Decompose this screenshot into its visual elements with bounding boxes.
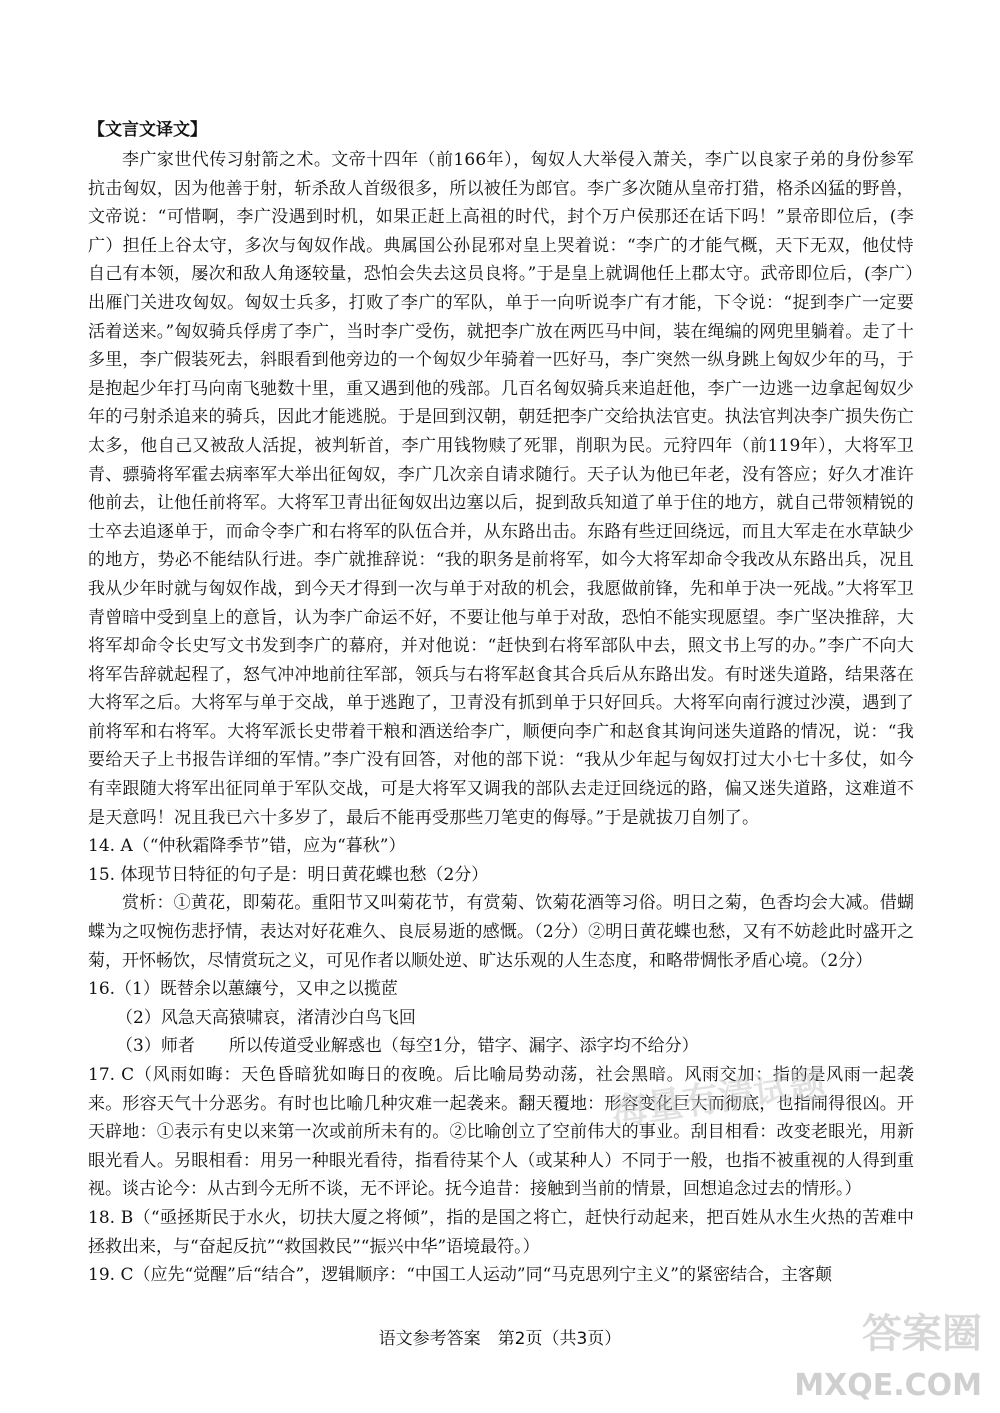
section-title: 【文言文译文】	[88, 120, 207, 140]
answer-15: 15. 体现节日特征的句子是：明日黄花蝶也愁（2分）	[88, 864, 489, 885]
watermark-url: MXQE.COM	[794, 1368, 982, 1403]
watermark-logo: 答案圈	[862, 1311, 982, 1357]
answer-18: 18. B（“亟拯斯民于水火，切扶大厦之将倾”，指的是国之将亡，赶快行动起来，把百姓从水生火热的苦难中拯救出来，与“奋起反抗”“救国救民”“振兴中华”语境最符。）	[88, 1207, 914, 1257]
answer-14: 14. A（“仲秋霜降季节”错，应为“暮秋”）	[88, 836, 406, 857]
answer-17: 17. C（风雨如晦：天色昏暗犹如晦日的夜晚。后比喻局势动荡，社会黑暗。风雨交加：指的是风雨一起袭来。形容天气十分恶劣。有时也比喻几种灾难一起袭来。翻天覆地：形容变化巨大而彻底，也指闹得很凶。开天辟地：①表示有史以来第一次或前所未有的。②比喻创立了空前伟大的事业。刮目相看：改变老眼光，用新眼光看人。另眼相看：用另一种眼光看待，指看待某个人（或某种人）不同于一般，也指不被重视的人得到重视。谈古论今：从古到今无所不谈，无不评论。抚今追昔：接触到当前的情景，回想追念过去的情形。）	[88, 1065, 914, 1200]
answer-16-1: 16.（1）既替余以蕙纕兮，又申之以揽茝	[88, 979, 398, 1000]
watermark-text: 海量有清试题	[608, 1063, 829, 1134]
answer-16-3: （3）师者 所以传道受业解惑也（每空1分，错字、漏字、添字均不给分）	[116, 1036, 699, 1057]
page-footer: 语文参考答案 第2页（共3页）	[378, 1329, 622, 1349]
document-body	[88, 112, 914, 1290]
answer-15-appreciation: 赏析：①黄花，即菊花。重阳节又叫菊花节，有赏菊、饮菊花酒等习俗。明日之菊，色香均会大减。借蝴蝶为之叹惋伤悲抒情，表达对好花难久、良辰易逝的感慨。（2分）②明日黄花蝶也愁，又有不妨趁此时盛开之菊，开怀畅饮，尽情赏玩之义，可见作者以顺处逆、旷达乐观的人生态度，和略带惆怅矛盾心境。（2分）	[88, 893, 914, 971]
answer-19: 19. C（应先“觉醒”后“结合”，逻辑顺序：“中国工人运动”同“马克思列宁主义”的紧密结合，主客颠	[88, 1265, 832, 1286]
translation-paragraph: 李广家世代传习射箭之术。文帝十四年（前166年），匈奴人大举侵入萧关，李广以良家子弟的身份参军抗击匈奴，因为他善于射，斩杀敌人首级很多，所以被任为郎官。李广多次随从皇帝打猎，格杀凶猛的野兽，文帝说：“可惜啊，李广没遇到时机，如果正赶上高祖的时代，封个万户侯那还在话下吗！”景帝即位后，(李广）担任上谷太守，多次与匈奴作战。典属国公孙昆邪对皇上哭着说：“李广的才能气概，天下无双，他仗恃自己有本领，屡次和敌人角逐较量，恐怕会失去这员良将。”于是皇上就调他任上郡太守。武帝即位后，(李广）出雁门关进攻匈奴。匈奴士兵多，打败了李广的军队，单于一向听说李广有才能，下令说：“捉到李广一定要活着送来。”匈奴骑兵俘虏了李广，当时李广受伤，就把李广放在两匹马中间，装在绳编的网兜里躺着。走了十多里，李广假装死去，斜眼看到他旁边的一个匈奴少年骑着一匹好马，李广突然一纵身跳上匈奴少年的马，于是抱起少年打马向南飞驰数十里，重又遇到他的残部。几百名匈奴骑兵来追赶他，李广一边逃一边拿起匈奴少年的弓射杀追来的骑兵，因此才能逃脱。于是回到汉朝，朝廷把李广交给执法官吏。执法官判决李广损失伤亡太多，他自己又被敌人活捉，被判斩首，李广用钱物赎了死罪，削职为民。元狩四年（前119年），大将军卫青、骠骑将军霍去病率军大举出征匈奴，李广几次亲自请求随行。天子认为他已年老，没有答应；好久才准许他前去，让他任前将军。大将军卫青出征匈奴出边塞以后，捉到敌兵知道了单于住的地方，就自己带领精锐的士卒去追逐单于，而命令李广和右将军的队伍合并，从东路出击。东路有些迂回绕远，而且大军走在水草缺少的地方，势必不能结队行进。李广就推辞说：“我的职务是前将军，如今大将军却命令我改从东路出兵，况且我从少年时就与匈奴作战，到今天才得到一次与单于对敌的机会，我愿做前锋，先和单于决一死战。”大将军卫青曾暗中受到皇上的意旨，认为李广命运不好，不要让他与单于对敌，恐怕不能实现愿望。李广坚决推辞，大将军却命令长史写文书发到李广的幕府，并对他说：“赶快到右将军部队中去，照文书上写的办。”李广不向大将军告辞就起程了，怒气冲冲地前往军部，领兵与右将军赵食其合兵后从东路出发。有时迷失道路，结果落在大将军之后。大将军与单于交战，单于逃跑了，卫青没有抓到单于只好回兵。大将军向南行渡过沙漠，遇到了前将军和右将军。大将军派长史带着干粮和酒送给李广，顺便向李广和赵食其询问迷失道路的情况，说：“我要给天子上书报告详细的军情。”李广没有回答，对他的部下说：“我从少年起与匈奴打过大小七十多仗，如今有幸跟随大将军出征同单于军队交战，可是大将军又调我的部队去走迂回绕远的路，偏又迷失道路，这难道不是天意吗！况且我已六十多岁了，最后不能再受那些刀笔吏的侮辱。”于是就拔刀自刎了。	[88, 150, 914, 828]
answer-16-2: （2）风急天高猿啸哀，渚清沙白鸟飞回	[116, 1007, 416, 1028]
